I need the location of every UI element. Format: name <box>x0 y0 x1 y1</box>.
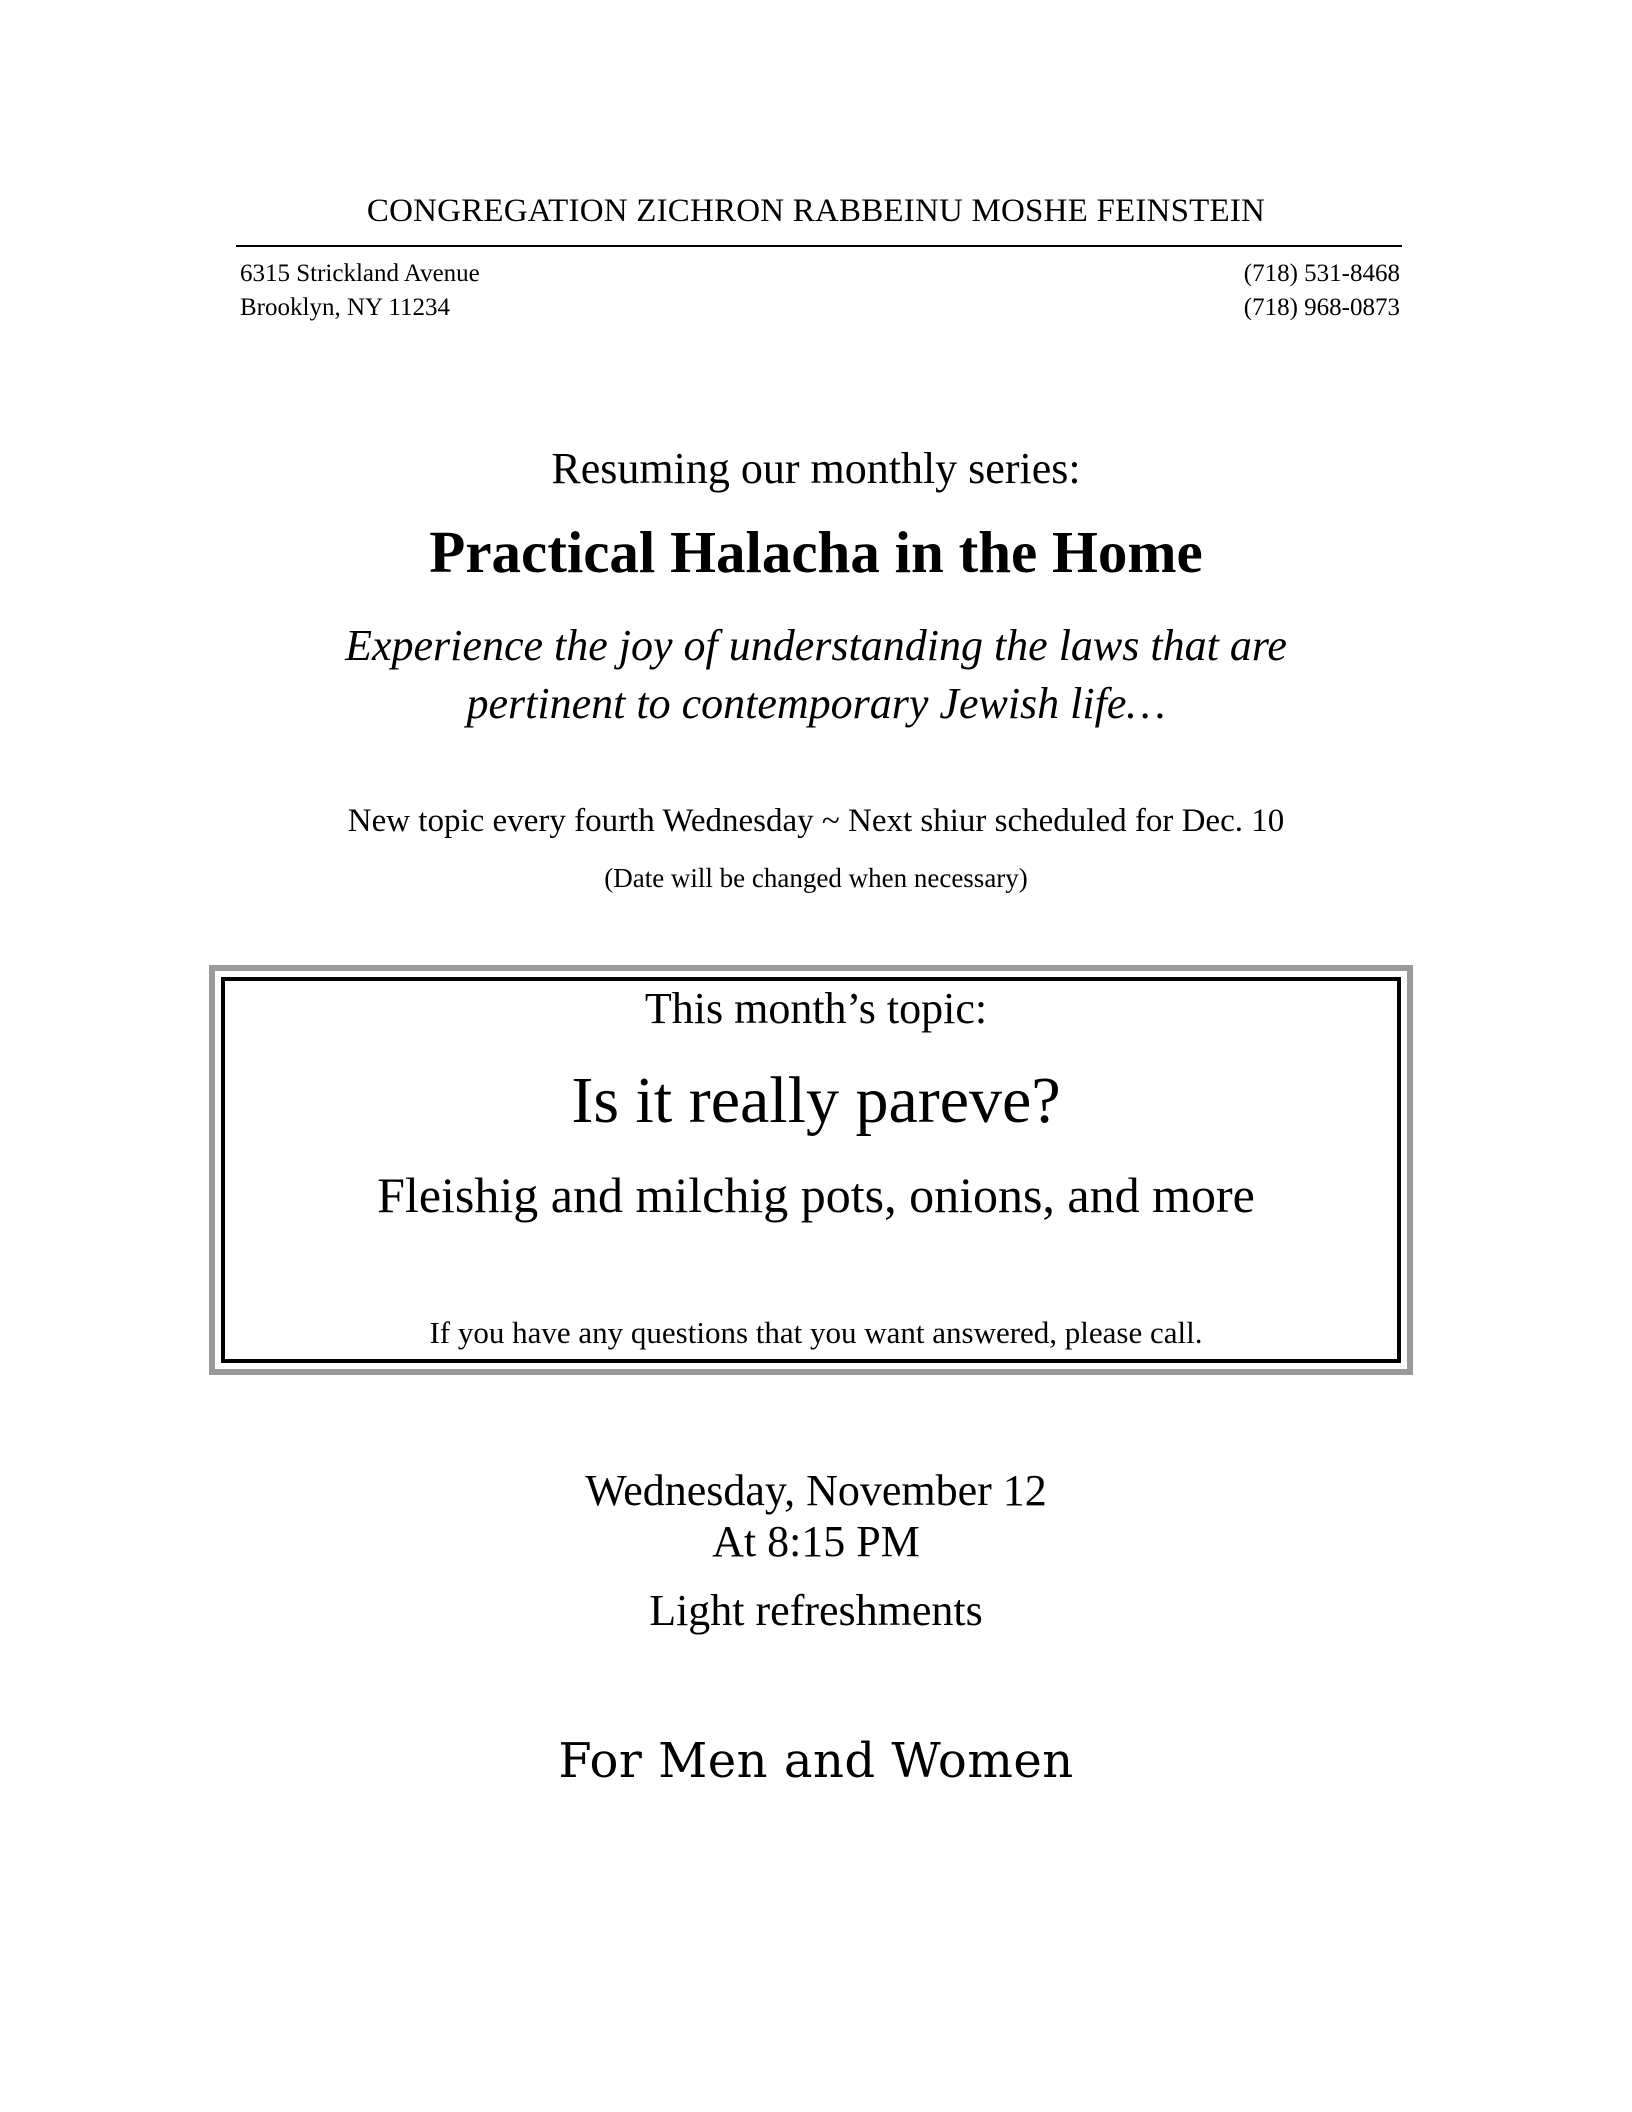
event-time: At 8:15 PM <box>712 1517 920 1566</box>
org-name: CONGREGATION ZICHRON RABBEINU MOSHE FEINSTEIN <box>366 193 1266 229</box>
address-line-2: Brooklyn, NY 11234 <box>240 294 450 321</box>
series-title: Practical Halacha in the Home <box>429 519 1203 585</box>
phone-number-2: (718) 968-0873 <box>1243 294 1400 321</box>
tagline-line-1: Experience the joy of understanding the laws that are <box>345 621 1287 670</box>
schedule-note: (Date will be changed when necessary) <box>604 863 1028 893</box>
topic-subtitle: Fleishig and milchig pots, onions, and more <box>377 1167 1255 1223</box>
tagline-line-2: pertinent to contemporary Jewish life… <box>466 679 1166 728</box>
questions-note: If you have any questions that you want answered, please call. <box>429 1315 1203 1350</box>
tagline <box>0 617 1632 733</box>
audience-note: For Men and Women <box>558 1733 1074 1789</box>
phone-number-1: (718) 531-8468 <box>1243 260 1400 287</box>
schedule-text: New topic every fourth Wednesday ~ Next shiur scheduled for Dec. 10 <box>347 803 1285 839</box>
topic-label: This month’s topic: <box>644 984 988 1033</box>
event-date: Wednesday, November 12 <box>585 1466 1047 1515</box>
topic-title: Is it really pareve? <box>571 1064 1061 1137</box>
series-intro: Resuming our monthly series: <box>551 444 1081 493</box>
header-divider <box>236 245 1402 247</box>
refreshments-note: Light refreshments <box>649 1586 983 1635</box>
address-line-1: 6315 Strickland Avenue <box>240 260 480 287</box>
